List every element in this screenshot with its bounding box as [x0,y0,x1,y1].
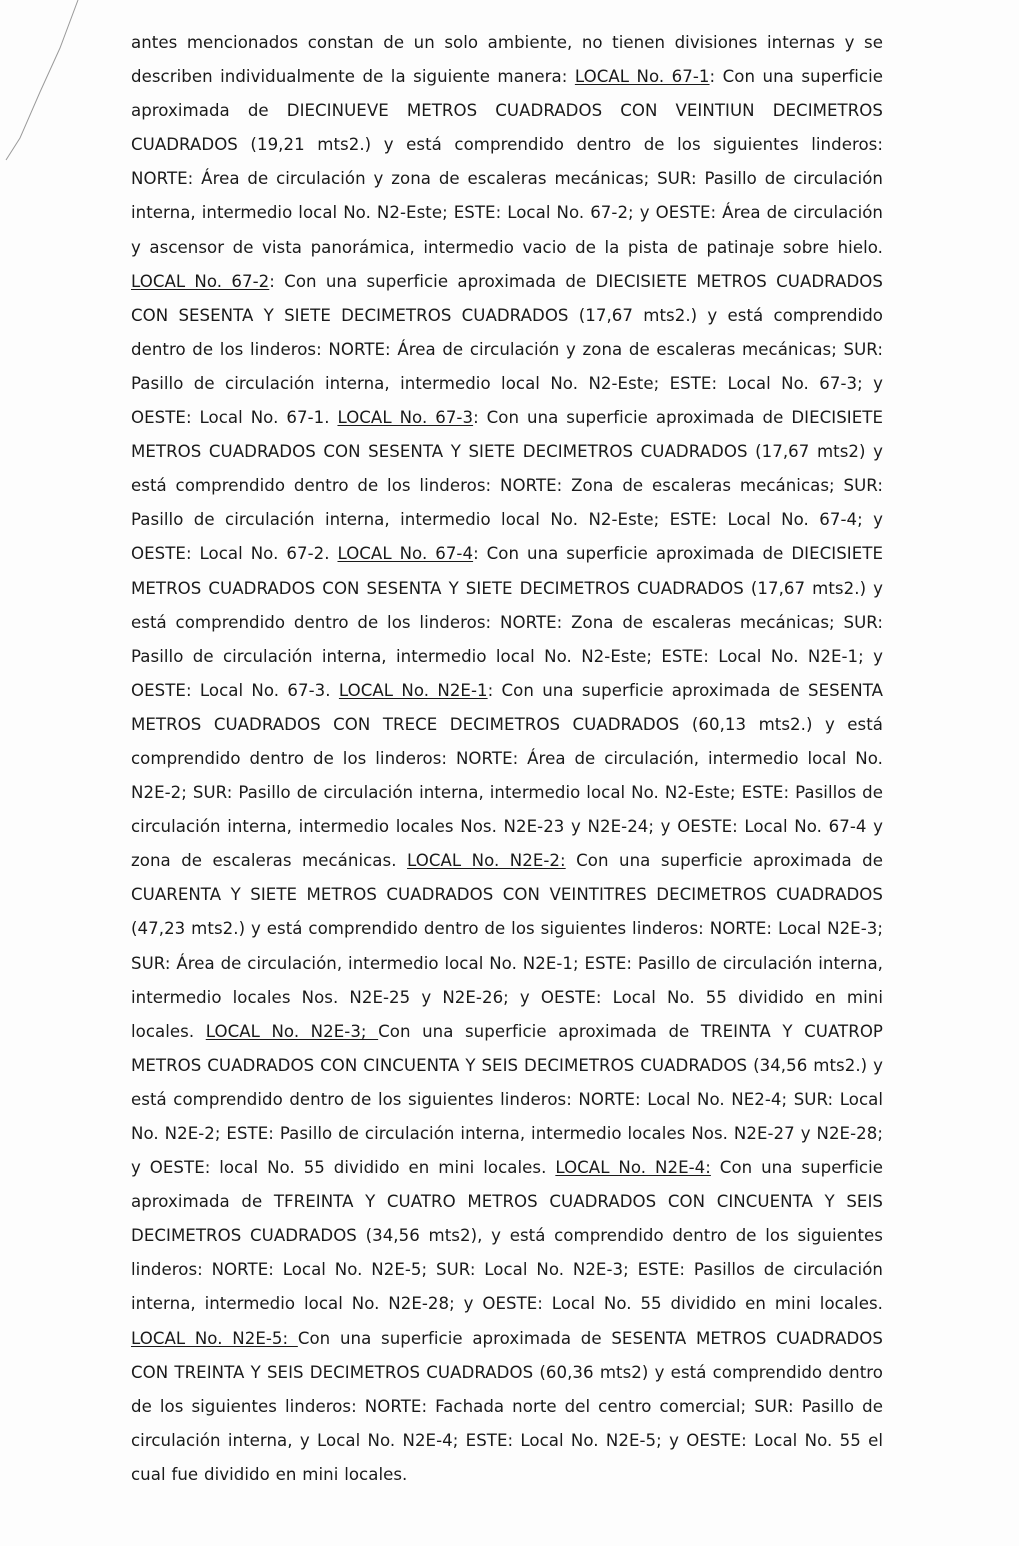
document-body-text [131,26,883,1492]
text-segment: Con una superficie aproximada de TFREINTA Y CUATRO METROS CUADRADOS CON CINCUENTA Y SEIS DECIMETROS CUADRADOS (34,56 mts2), y está comprendido dentro de los siguientes linderos: NORTE: Local No. N2E-5; SUR: Local No. N2E-3; ESTE: Pasillos de circulación interna, intermedio local No. N2E-28; y OESTE: Local No. 55 dividido en mini locales. [131,1158,883,1314]
local-heading-n2e-1: LOCAL No. N2E-1 [338,680,488,700]
text-segment: : Con una superficie aproximada de DIECISIETE METROS CUADRADOS CON SESENTA Y SIETE DECIMETROS CUADRADOS (17,67 mts2.) y está comprendido dentro de los linderos: NORTE: Zona de escaleras mecánicas; SUR: Pasillo de circulación interna, intermedio local No. N2-Este; ESTE: Local No. N2E-1; y OESTE: Local No. 67-3. [131,544,884,700]
stray-pen-mark [0,0,120,200]
text-segment: : Con una superficie aproximada de DIECISIETE METROS CUADRADOS CON SESENTA Y SIETE DECIMETROS CUADRADOS (17,67 mts2.) y está comprendido dentro de los linderos: NORTE: Área de circulación y zona de escaleras mecánicas; SUR: Pasillo de circulación interna, intermedio local No. N2-Este; ESTE: Local No. 67-3; y OESTE: Local No. 67-1. [131,271,883,428]
local-heading-67-3: LOCAL No. 67-3 [337,408,474,428]
local-heading-n2e-4: LOCAL No. N2E-4: [555,1158,711,1178]
text-segment: Con una superficie aproximada de SESENTA METROS CUADRADOS CON TREINTA Y SEIS DECIMETROS CUADRADOS (60,36 mts2) y está comprendido dentro de los siguientes linderos: NORTE: Fachada norte del centro comercial; SUR: Pasillo de circulación interna, y Local No. N2E-4; ESTE: Local No. N2E-5; y OESTE: Local No. 55 el cual fue dividido en mini locales. [131,1328,883,1484]
text-segment: : Con una superficie aproximada de DIECINUEVE METROS CUADRADOS CON VEINTIUN DECIMETROS CUADRADOS (19,21 mts2.) y está comprendido dentro de los siguientes linderos: NORTE: Área de circulación y zona de escaleras mecánicas; SUR: Pasillo de circulación interna, intermedio local No. N2-Este; ESTE: Local No. 67-2; y OESTE: Área de circulación y ascensor de vista panorámica, intermedio vacio de la pista de patinaje sobre hielo. [131,67,883,257]
local-heading-67-1: LOCAL No. 67-1 [574,67,710,87]
text-segment: : Con una superficie aproximada de SESENTA METROS CUADRADOS CON TRECE DECIMETROS CUADRADOS (60,13 mts2.) y está comprendido dentro de los linderos: NORTE: Área de circulación, intermedio local No. N2E-2; SUR: Pasillo de circulación interna, intermedio local No. N2-Este; ESTE: Pasillos de circulación interna, intermedio locales Nos. N2E-23 y N2E-24; y OESTE: Local No. 67-4 y zona de escaleras mecánicas. [131,680,884,871]
local-heading-n2e-2: LOCAL No. N2E-2: [407,851,566,871]
text-segment: : Con una superficie aproximada de DIECISIETE METROS CUADRADOS CON SESENTA Y SIETE DECIMETROS CUADRADOS (17,67 mts2) y está comprendido dentro de los linderos: NORTE: Zona de escaleras mecánicas; SUR: Pasillo de circulación interna, intermedio local No. N2-Este; ESTE: Local No. 67-4; y OESTE: Local No. 67-2. [131,408,884,564]
local-heading-67-2: LOCAL No. 67-2 [131,271,270,291]
text-segment: Con una superficie aproximada de TREINTA Y CUATROP METROS CUADRADOS CON CINCUENTA Y SEIS DECIMETROS CUADRADOS (34,56 mts2.) y está comprendido dentro de los siguientes linderos: NORTE: Local No. NE2-4; SUR: Local No. N2E-2; ESTE: Pasillo de circulación interna, intermedio locales Nos. N2E-27 y N2E-28; y OESTE: local No. 55 dividido en mini locales. [131,1021,883,1178]
local-heading-67-4: LOCAL No. 67-4 [337,544,474,564]
local-heading-n2e-5: LOCAL No. N2E-5: [131,1328,298,1348]
local-heading-n2e-3: LOCAL No. N2E-3; [205,1021,379,1041]
text-segment: antes mencionados constan de un solo ambiente, no tienen divisiones internas y se describen individualmente de la siguiente manera: [131,33,883,87]
text-segment: Con una superficie aproximada de CUARENTA Y SIETE METROS CUADRADOS CON VEINTITRES DECIMETROS CUADRADOS (47,23 mts2.) y está comprendido dentro de los siguientes linderos: NORTE: Local N2E-3; SUR: Área de circulación, intermedio local No. N2E-1; ESTE: Pasillo de circulación interna, intermedio locales Nos. N2E-25 y N2E-26; y OESTE: Local No. 55 dividido en mini locales. [131,851,883,1041]
